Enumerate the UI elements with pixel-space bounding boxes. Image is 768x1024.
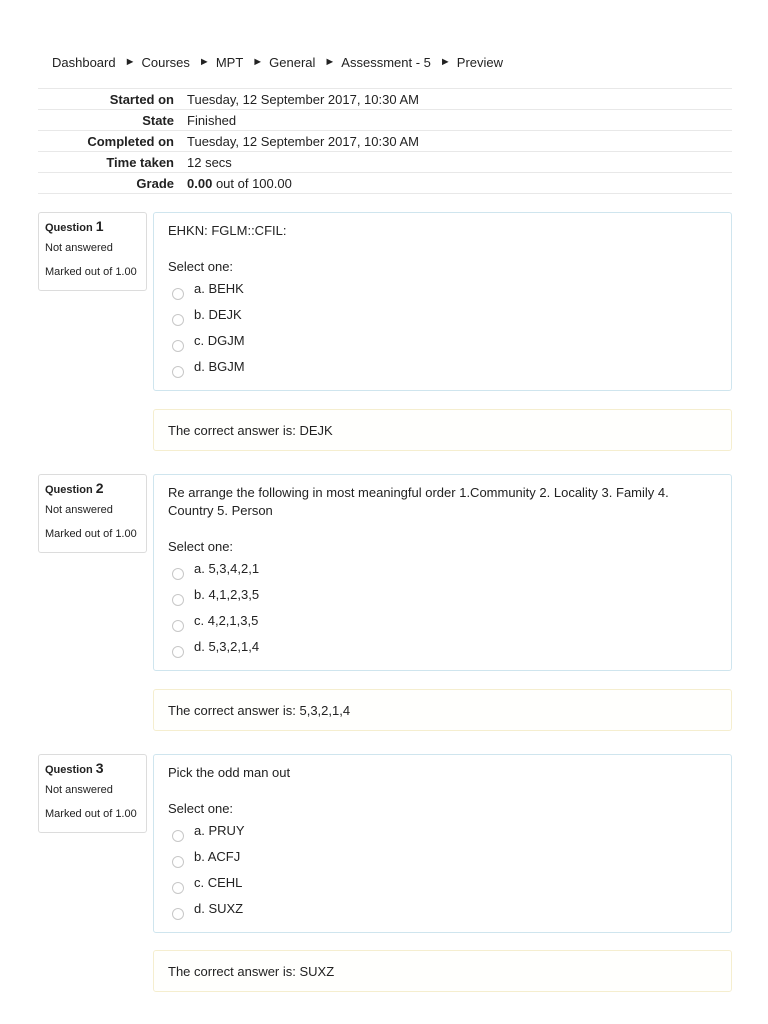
breadcrumb-separator-icon: ► <box>439 56 451 68</box>
question-text: Re arrange the following in most meaningful order 1.Community 2. Locality 3. Family 4. Country 5. Person <box>168 485 669 518</box>
radio-button[interactable] <box>172 908 184 920</box>
breadcrumb-separator-icon: ► <box>324 56 336 68</box>
radio-button[interactable] <box>172 340 184 352</box>
correct-answer-text: The correct answer is: DEJK <box>168 422 333 438</box>
answer-option[interactable] <box>168 820 717 846</box>
breadcrumb-separator-icon: ► <box>198 56 210 68</box>
answer-option[interactable] <box>168 610 717 636</box>
answer-option[interactable] <box>168 330 717 356</box>
grade-score: 0.00 <box>187 175 213 191</box>
attempt-summary-table <box>38 88 732 194</box>
select-one-label: Select one: <box>168 539 234 554</box>
answer-option[interactable] <box>168 898 717 924</box>
radio-button[interactable] <box>172 594 184 606</box>
summary-value: 12 secs <box>187 154 232 170</box>
correct-answer-feedback-2 <box>153 689 732 731</box>
option-label: d. SUXZ <box>194 900 244 916</box>
summary-value: Tuesday, 12 September 2017, 10:30 AM <box>187 133 419 149</box>
option-label: b. 4,1,2,3,5 <box>194 586 260 602</box>
question-marks: Marked out of 1.00 <box>45 808 137 820</box>
question-number: 3 <box>95 760 104 776</box>
answer-option[interactable] <box>168 584 717 610</box>
option-label: b. ACFJ <box>194 848 241 864</box>
option-label: c. 4,2,1,3,5 <box>194 612 259 628</box>
question-text: Pick the odd man out <box>168 765 291 780</box>
breadcrumb-dashboard[interactable]: Dashboard <box>52 54 116 70</box>
option-label: b. DEJK <box>194 306 242 322</box>
question-number: 2 <box>95 480 104 496</box>
breadcrumb-general[interactable]: General <box>269 54 316 70</box>
question-info-2 <box>38 474 147 553</box>
correct-answer-feedback-1 <box>153 409 732 451</box>
radio-button[interactable] <box>172 314 184 326</box>
question-status: Not answered <box>45 242 113 254</box>
summary-row-started <box>38 88 732 109</box>
option-label: d. 5,3,2,1,4 <box>194 638 260 654</box>
question-info-1 <box>38 212 147 291</box>
summary-row-time-taken <box>38 151 732 172</box>
question-info-3 <box>38 754 147 833</box>
select-one-label: Select one: <box>168 801 234 816</box>
summary-value <box>187 176 732 191</box>
option-label: a. 5,3,4,2,1 <box>194 560 260 576</box>
grade-out-of: out of 100.00 <box>215 175 292 191</box>
breadcrumb-preview[interactable]: Preview <box>456 54 504 70</box>
question-status: Not answered <box>45 504 113 516</box>
question-label: Question <box>45 222 93 234</box>
summary-row-state <box>38 109 732 130</box>
breadcrumb-separator-icon: ► <box>252 56 264 68</box>
summary-value: Finished <box>187 112 237 128</box>
summary-label: Grade <box>136 175 174 191</box>
radio-button[interactable] <box>172 366 184 378</box>
answer-option[interactable] <box>168 636 717 662</box>
answer-option[interactable] <box>168 558 717 584</box>
summary-label: State <box>142 112 174 128</box>
correct-answer-text: The correct answer is: 5,3,2,1,4 <box>168 702 351 718</box>
question-marks: Marked out of 1.00 <box>45 266 137 278</box>
breadcrumb-courses[interactable]: Courses <box>141 54 190 70</box>
question-number: 1 <box>95 218 104 234</box>
question-box-2 <box>153 474 732 671</box>
answer-option[interactable] <box>168 872 717 898</box>
question-marks: Marked out of 1.00 <box>45 528 137 540</box>
answer-option[interactable] <box>168 846 717 872</box>
radio-button[interactable] <box>172 288 184 300</box>
answer-option[interactable] <box>168 278 717 304</box>
option-label: d. BGJM <box>194 358 245 374</box>
summary-row-completed <box>38 130 732 151</box>
radio-button[interactable] <box>172 830 184 842</box>
radio-button[interactable] <box>172 620 184 632</box>
summary-label: Completed on <box>87 133 174 149</box>
question-label: Question <box>45 484 93 496</box>
radio-button[interactable] <box>172 646 184 658</box>
summary-label: Time taken <box>106 154 174 170</box>
option-label: c. CEHL <box>194 874 243 890</box>
option-label: a. PRUY <box>194 822 245 838</box>
breadcrumb-separator-icon: ► <box>124 56 136 68</box>
question-text: EHKN: FGLM::CFIL: <box>168 223 287 238</box>
option-label: c. DGJM <box>194 332 245 348</box>
correct-answer-text: The correct answer is: SUXZ <box>168 963 335 979</box>
radio-button[interactable] <box>172 882 184 894</box>
select-one-label: Select one: <box>168 259 234 274</box>
correct-answer-feedback-3 <box>153 950 732 992</box>
summary-value: Tuesday, 12 September 2017, 10:30 AM <box>187 91 419 107</box>
answer-option[interactable] <box>168 356 717 382</box>
summary-label: Started on <box>109 91 174 107</box>
question-box-3 <box>153 754 732 933</box>
radio-button[interactable] <box>172 568 184 580</box>
breadcrumb-mpt[interactable]: MPT <box>215 54 244 70</box>
breadcrumb <box>52 52 503 72</box>
summary-row-grade <box>38 172 732 194</box>
option-label: a. BEHK <box>194 280 244 296</box>
question-status: Not answered <box>45 784 113 796</box>
question-label: Question <box>45 764 93 776</box>
answer-option[interactable] <box>168 304 717 330</box>
question-box-1 <box>153 212 732 391</box>
radio-button[interactable] <box>172 856 184 868</box>
breadcrumb-assessment[interactable]: Assessment - 5 <box>341 54 431 70</box>
